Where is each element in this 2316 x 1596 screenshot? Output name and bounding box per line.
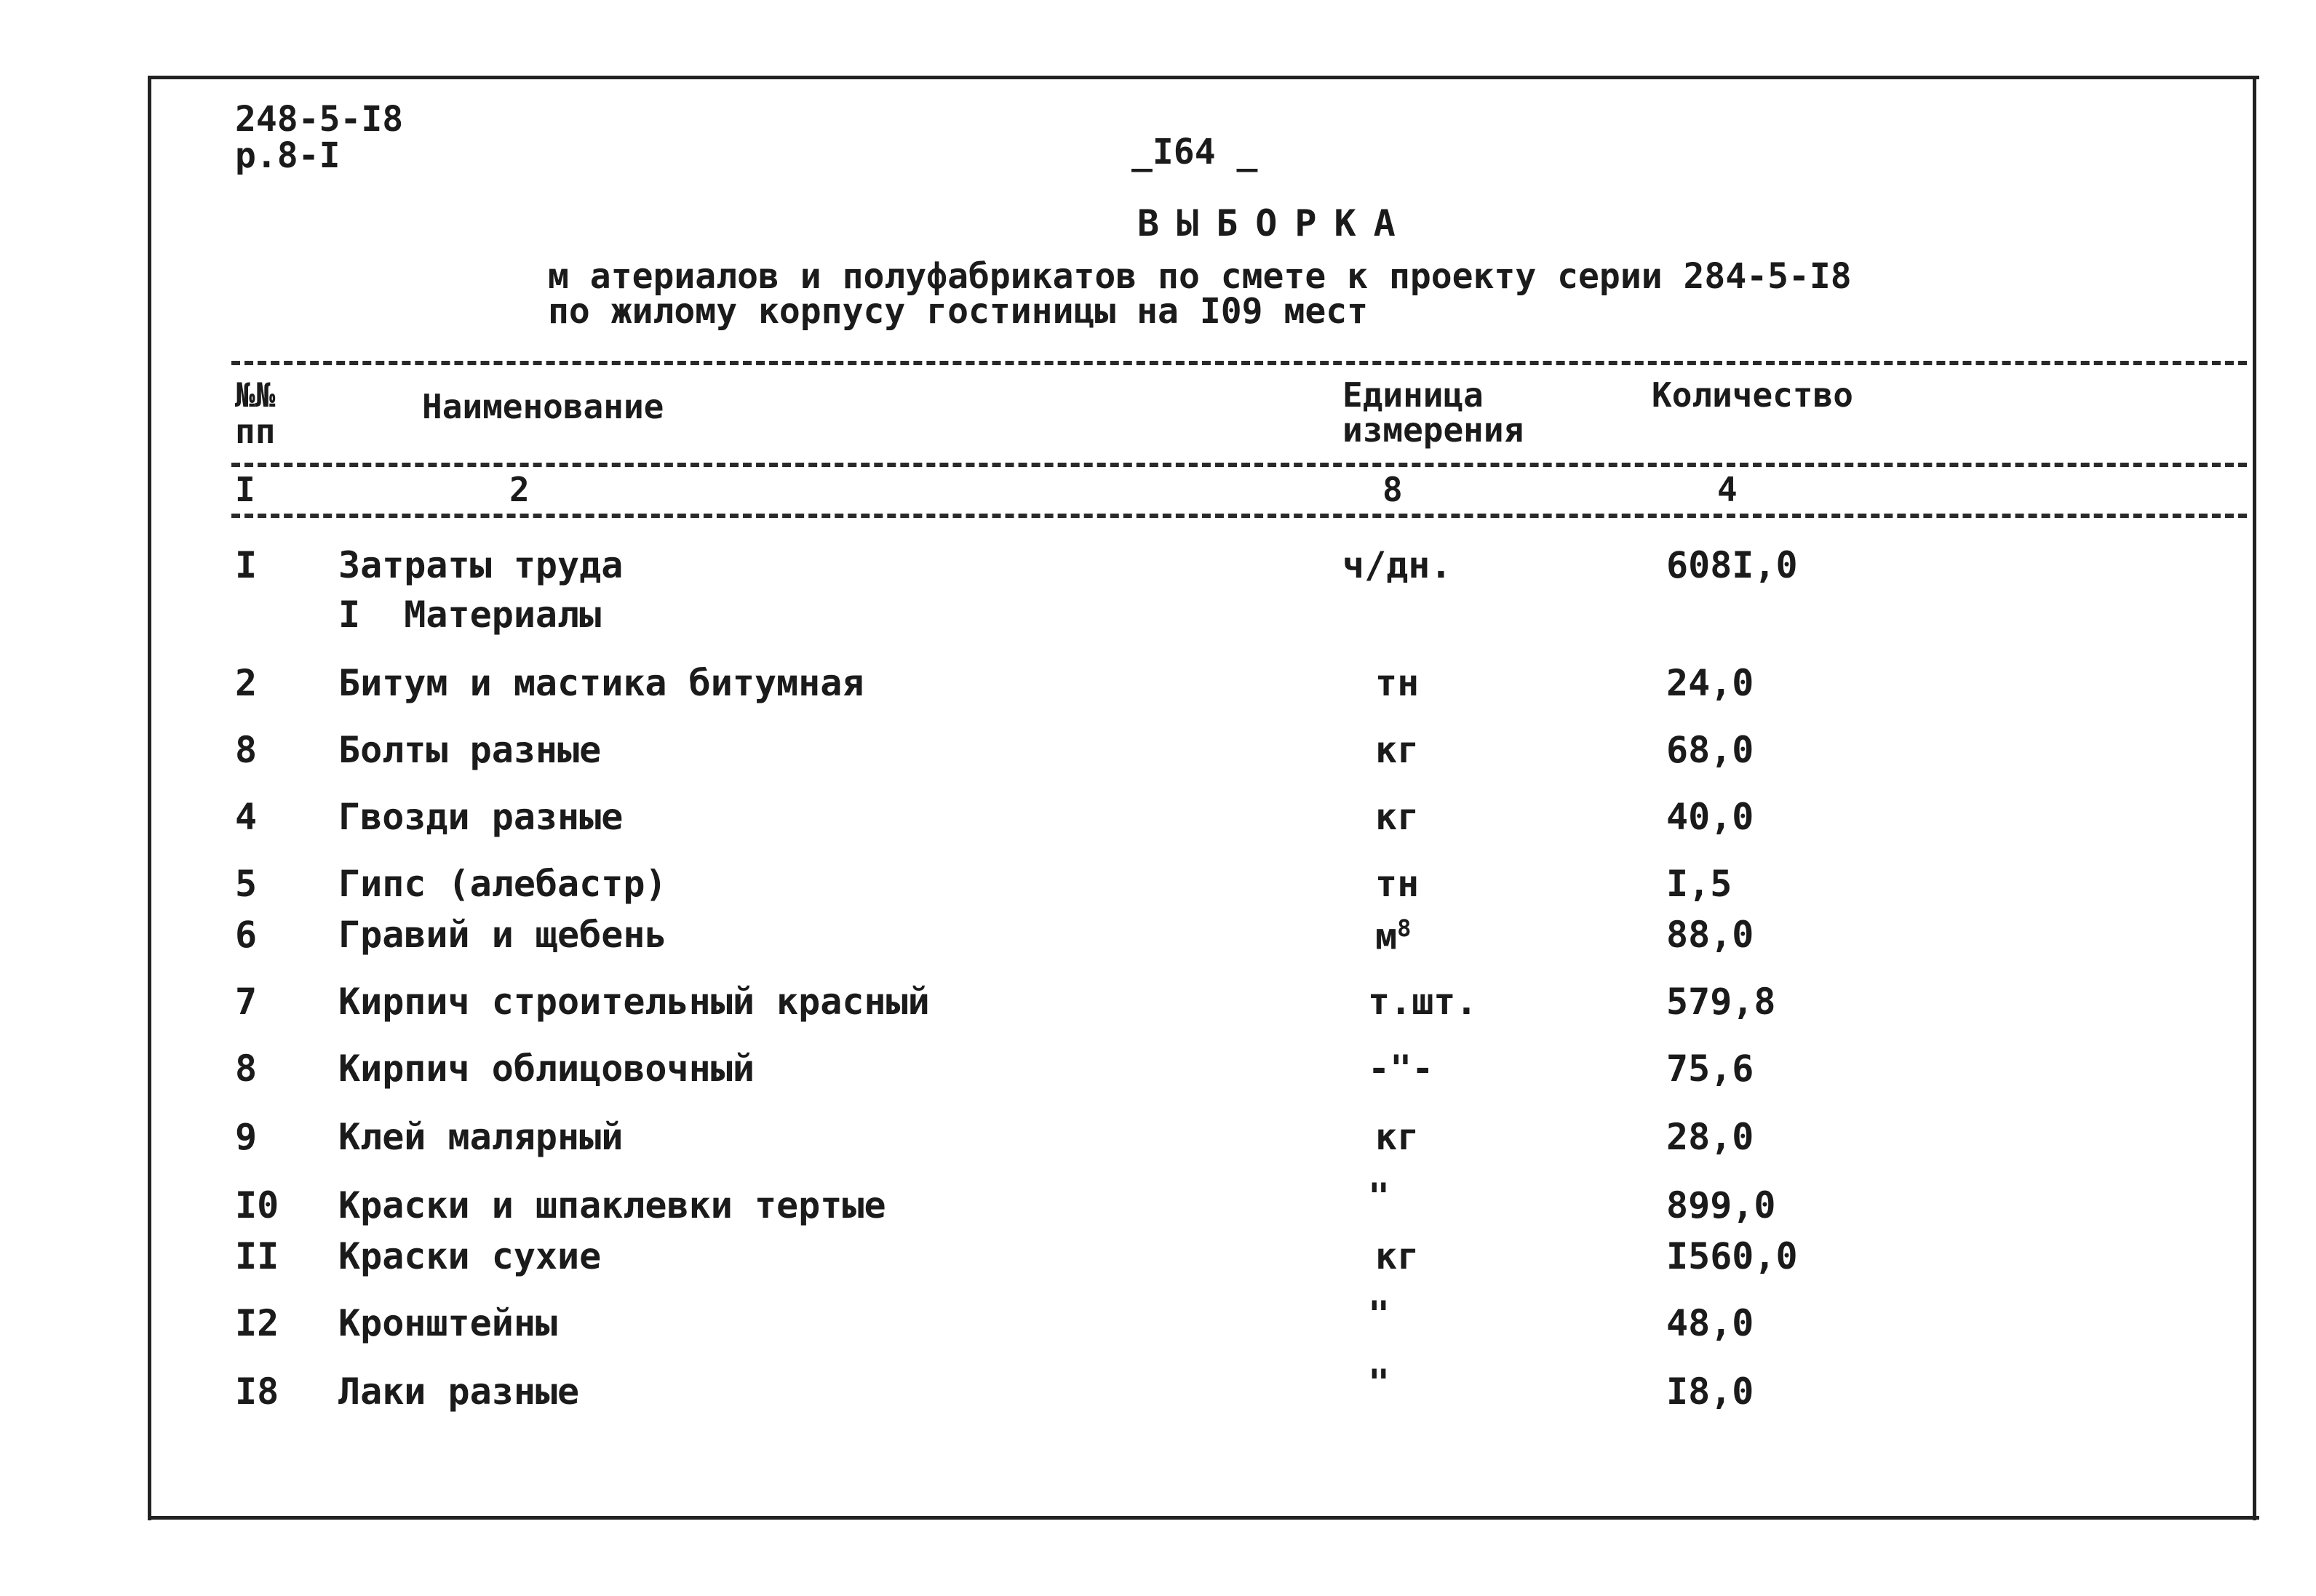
row-5-qty: I,5: [1666, 863, 1732, 905]
table-top-dashed-rule: [231, 361, 2247, 365]
row-8-unit: -"-: [1368, 1048, 1434, 1090]
header-unit-top: Единица: [1342, 375, 1484, 415]
row-3-unit: кг: [1375, 729, 1420, 771]
row-10-name: Краски и шпаклевки тертые: [338, 1184, 886, 1226]
header-bottom-dashed-rule: [231, 463, 2247, 467]
row-4-name: Гвозди разные: [338, 796, 624, 838]
row-12-unit: ": [1368, 1293, 1390, 1336]
row-9-unit: кг: [1375, 1116, 1420, 1158]
row-12-name: Кронштейны: [338, 1302, 558, 1344]
row-11-num: II: [235, 1235, 279, 1277]
row-13-name: Лаки разные: [338, 1370, 580, 1413]
row-9-name: Клей малярный: [338, 1116, 624, 1158]
row-11-qty: I560,0: [1666, 1235, 1798, 1277]
row-6-qty: 88,0: [1666, 914, 1754, 956]
row-13-unit: ": [1368, 1362, 1390, 1404]
header-qty: Количество: [1652, 375, 1853, 415]
row-9-qty: 28,0: [1666, 1116, 1754, 1158]
row-12-qty: 48,0: [1666, 1302, 1754, 1344]
row-5-num: 5: [235, 863, 258, 905]
row-10-qty: 899,0: [1666, 1184, 1776, 1226]
document-subtitle-line2: по жилому корпусу гостиницы на I09 мест: [548, 291, 1369, 332]
row-4-qty: 40,0: [1666, 796, 1754, 838]
header-num-top: №№: [235, 375, 276, 415]
row-7-num: 7: [235, 981, 258, 1023]
row-7-name: Кирпич строительный красный: [338, 981, 930, 1023]
row-6-unit-base: м: [1375, 915, 1398, 958]
row-7-qty: 579,8: [1666, 981, 1776, 1023]
row-13-num: I8: [235, 1370, 279, 1413]
header-unit-bottom: измерения: [1342, 410, 1524, 450]
column-number-4: 4: [1717, 470, 1738, 509]
page-number: _I64 _: [1131, 132, 1258, 172]
row-11-name: Краски сухие: [338, 1235, 602, 1277]
column-number-3: 8: [1382, 470, 1403, 509]
row-2-unit: тн: [1375, 662, 1420, 704]
column-numbers-dashed-rule: [231, 514, 2247, 518]
row-2-name: Битум и мастика битумная: [338, 662, 864, 704]
row-8-num: 8: [235, 1048, 258, 1090]
row-1-unit: ч/дн.: [1342, 544, 1452, 586]
row-3-name: Болты разные: [338, 729, 602, 771]
row-4-unit: кг: [1375, 796, 1420, 838]
row-1-name: Затраты труда: [338, 544, 624, 586]
row-2-num: 2: [235, 662, 258, 704]
column-number-2: 2: [509, 470, 530, 509]
document-title: ВЫБОРКА: [1137, 202, 1413, 244]
row-9-num: 9: [235, 1116, 258, 1158]
section-heading-materials: I Материалы: [338, 594, 602, 636]
row-12-num: I2: [235, 1302, 279, 1344]
document-subtitle-line1: м атериалов и полуфабрикатов по смете к проекту серии 284-5-I8: [548, 256, 1852, 297]
header-name: Наименование: [422, 387, 664, 426]
row-3-qty: 68,0: [1666, 729, 1754, 771]
frame-right-border: [2253, 76, 2256, 1520]
row-13-qty: I8,0: [1666, 1370, 1754, 1413]
row-3-num: 8: [235, 729, 258, 771]
row-5-name: Гипс (алебастр): [338, 863, 667, 905]
column-number-1: I: [235, 470, 255, 509]
row-6-unit-superscript: 8: [1397, 914, 1412, 942]
row-6-unit: [1375, 914, 1412, 958]
row-2-qty: 24,0: [1666, 662, 1754, 704]
row-10-unit: ": [1368, 1176, 1390, 1218]
document-section: р.8-I: [235, 135, 341, 176]
row-1-num: I: [235, 544, 258, 586]
frame-bottom-border: [148, 1516, 2259, 1520]
row-6-num: 6: [235, 914, 258, 956]
frame-top-border: [148, 76, 2259, 79]
row-5-unit: тн: [1375, 863, 1420, 905]
row-8-name: Кирпич облицовочный: [338, 1048, 755, 1090]
frame-left-border: [148, 76, 151, 1520]
row-1-qty: 608I,0: [1666, 544, 1798, 586]
row-6-name: Гравий и щебень: [338, 914, 667, 956]
row-4-num: 4: [235, 796, 258, 838]
row-10-num: I0: [235, 1184, 279, 1226]
header-num-bottom: пп: [235, 412, 276, 451]
row-7-unit: т.шт.: [1368, 981, 1478, 1023]
document-code: 248-5-I8: [235, 99, 404, 140]
row-11-unit: кг: [1375, 1235, 1420, 1277]
row-8-qty: 75,6: [1666, 1048, 1754, 1090]
